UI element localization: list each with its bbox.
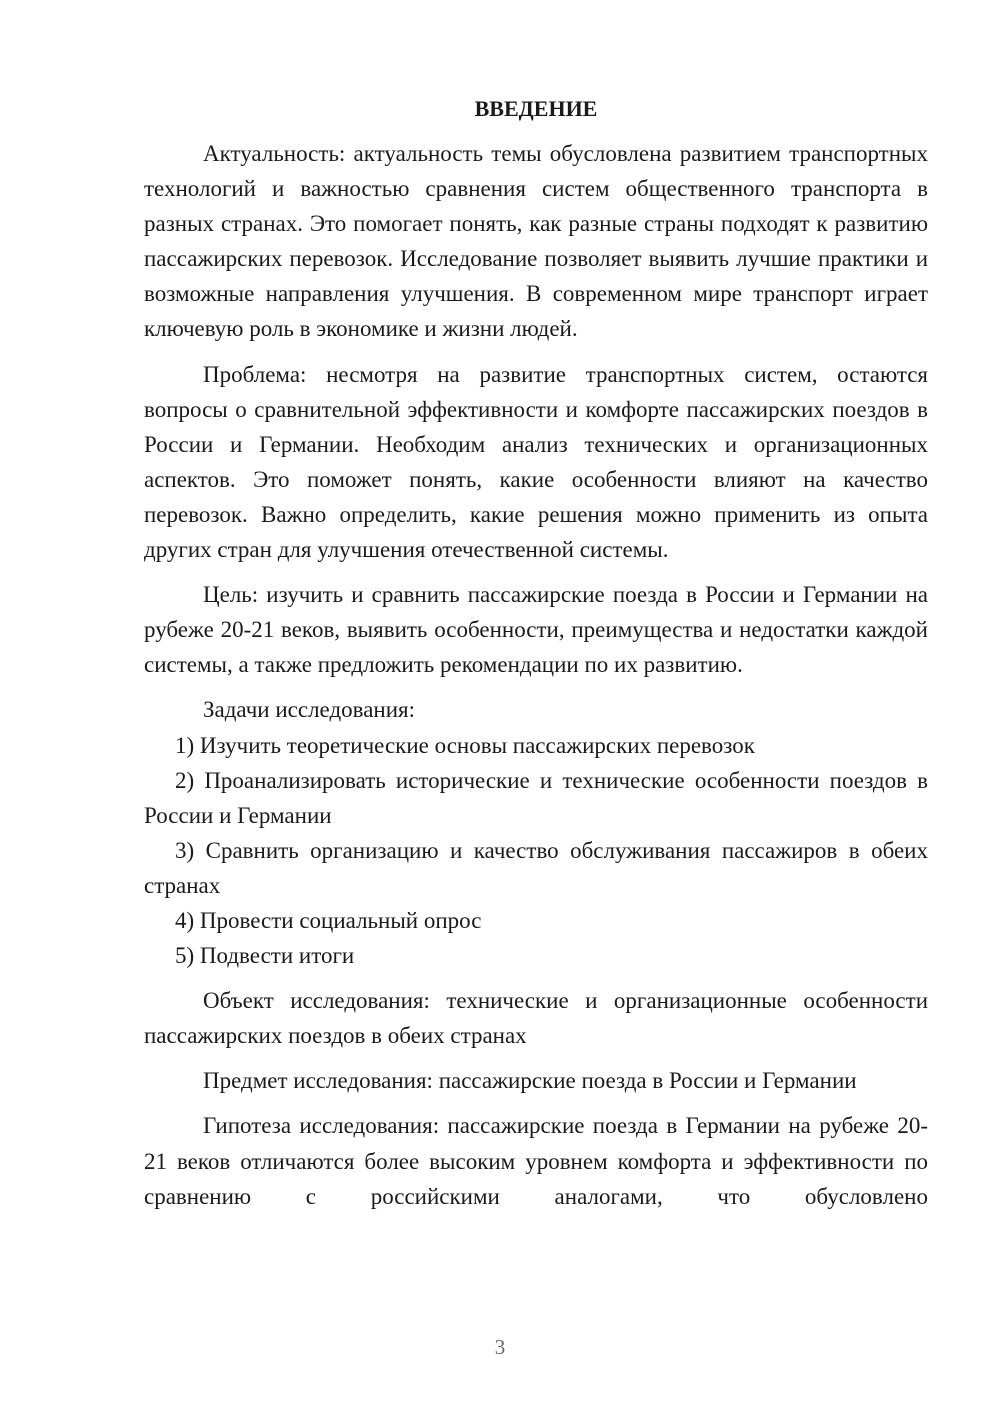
task-item-5: 5) Подвести итоги	[175, 943, 355, 969]
section-heading: ВВЕДЕНИЕ	[474, 96, 598, 121]
subject-paragraph: Предмет исследования: пассажирские поезда в России и Германии	[203, 1068, 857, 1094]
page-content	[144, 91, 928, 1214]
tasks-title: Задачи исследования:	[203, 697, 416, 723]
relevance-paragraph: Актуальность: актуальность темы обусловлена развитием транспортных технологий и важностью сравнения систем общественного транспорта в разных странах. Это помогает понять, как разные страны подходят к развитию пассажирских перевозок. Исследование позволяет выявить лучшие практики и возможные направления улучшения. В современном мире транспорт играет ключевую роль в экономике и жизни людей.	[144, 141, 928, 342]
object-paragraph: Объект исследования: технические и организационные особенности пассажирских поездов в обеих странах	[144, 988, 928, 1049]
task-item-2: 2) Проанализировать исторические и технические особенности поездов в России и Германии	[144, 767, 928, 828]
goal-paragraph: Цель: изучить и сравнить пассажирские поезда в России и Германии на рубеже 20-21 веков, выявить особенности, преимущества и недостатки каждой системы, а также предложить рекомендации по их развитию.	[144, 582, 928, 678]
hypothesis-paragraph: Гипотеза исследования: пассажирские поезда в Германии на рубеже 20-21 веков отличаются более высоким уровнем комфорта и эффективности по сравнению с российскими аналогами, что обусловлено	[144, 1113, 928, 1209]
problem-paragraph: Проблема: несмотря на развитие транспортных систем, остаются вопросы о сравнительной эффективности и комфорте пассажирских поездов в России и Германии. Необходим анализ технических и организационных аспектов. Это поможет понять, какие особенности влияют на качество перевозок. Важно определить, какие решения можно применить из опыта других стран для улучшения отечественной системы.	[144, 361, 928, 563]
page-number: 3	[494, 1335, 506, 1359]
task-item-3: 3) Сравнить организацию и качество обслуживания пассажиров в обеих странах	[144, 837, 928, 898]
task-item-1: 1) Изучить теоретические основы пассажирских перевозок	[175, 732, 755, 758]
task-item-4: 4) Провести социальный опрос	[175, 907, 482, 933]
